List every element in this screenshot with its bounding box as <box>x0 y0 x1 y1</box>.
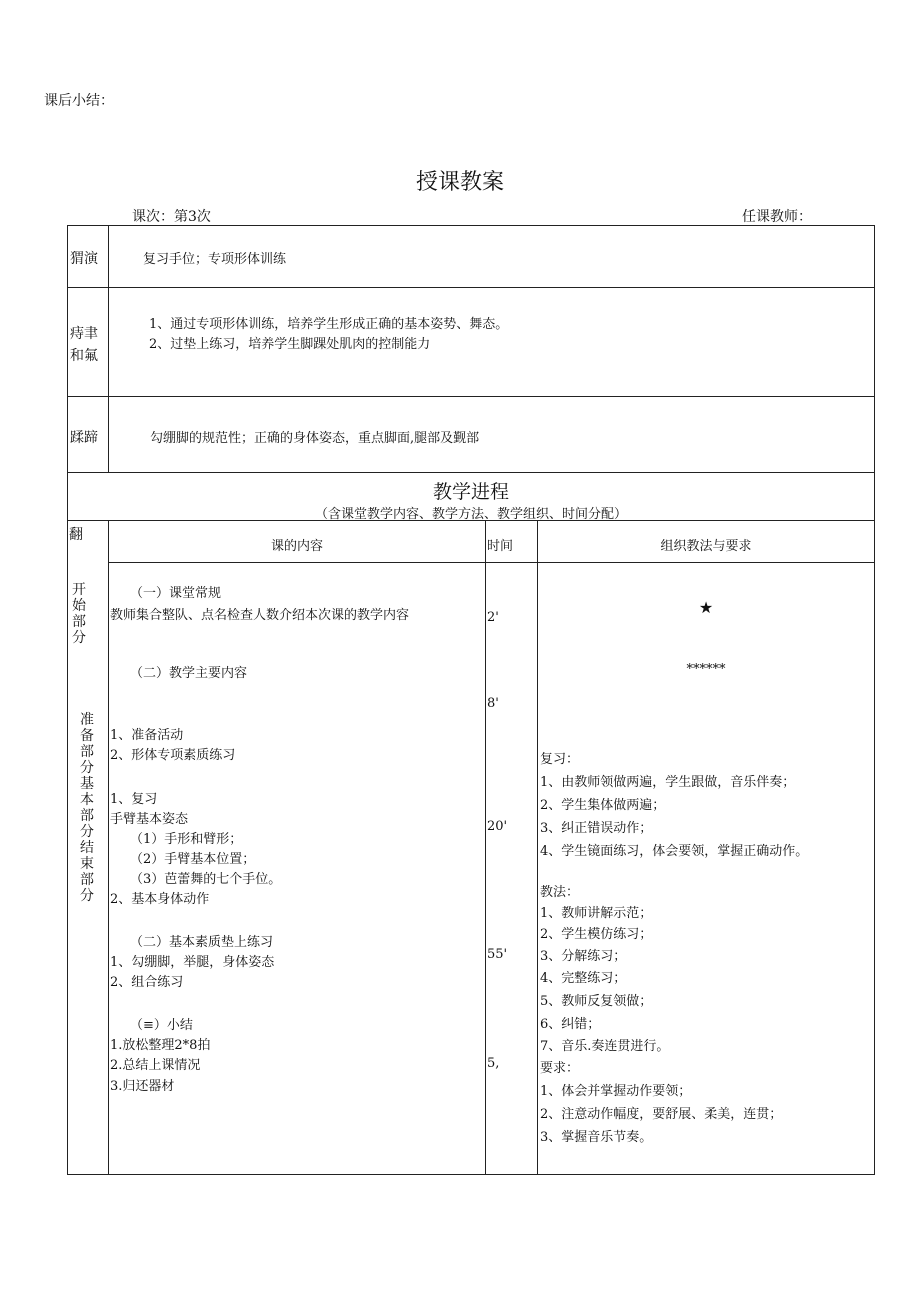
content-line: 1.放松整理2*8拍 <box>110 1038 211 1053</box>
goals-label-line-1: 痔聿 <box>70 326 98 342</box>
content-line: 3.归还器材 <box>110 1079 175 1094</box>
method-line: 5、教师反复领做； <box>540 994 653 1009</box>
column-header-content: 课的内容 <box>270 539 323 554</box>
goal-item-1: 1、通过专项形体训练，培养学生形成正确的基本姿势、舞态。 <box>149 317 509 332</box>
goals-label-line-2: 和氟 <box>70 348 98 364</box>
method-line: 1、教师讲解示范； <box>540 906 653 921</box>
document-title: 授课教案 <box>415 170 504 195</box>
content-line: 1、勾绷脚，举腿，身体姿态 <box>110 955 275 970</box>
method-line: 要求： <box>540 1061 580 1076</box>
formation-stars: ****** <box>686 662 726 677</box>
method-line: 7、音乐.奏连贯进行。 <box>540 1039 670 1054</box>
time-value: 5, <box>487 1056 500 1071</box>
teacher-label: 任课教师： <box>742 209 812 225</box>
column-header-time: 时间 <box>487 539 514 554</box>
time-value: 8' <box>487 696 499 711</box>
content-line: （二）基本素质垫上练习 <box>130 935 274 950</box>
lesson-number: 课次：第3次 <box>132 209 211 225</box>
content-line: 手臂基本姿态 <box>110 812 189 827</box>
content-line: （≡）小结 <box>130 1018 193 1033</box>
method-line: 2、学生模仿练习； <box>540 927 653 942</box>
column-header-method: 组织教法与要求 <box>660 539 752 554</box>
method-line: 4、学生镜面练习，体会要领，掌握正确动作。 <box>540 844 809 859</box>
method-line: 3、分解练习； <box>540 949 627 964</box>
time-value: 20' <box>487 819 508 834</box>
method-line: 教法： <box>540 885 580 900</box>
method-line: 3、纠正错误动作； <box>540 821 653 836</box>
content-line: 2.总结上课情况 <box>110 1058 201 1073</box>
content-line: （二）教学主要内容 <box>130 666 248 681</box>
method-line: 2、学生集体做两遍； <box>540 798 666 813</box>
teaching-process-subtitle: （含课堂教学内容、教学方法、教学组织、时间分配） <box>314 507 627 520</box>
content-line: 1、准备活动 <box>110 728 184 743</box>
content-line: （2）手臂基本位置； <box>130 852 256 867</box>
key-points-text: 勾绷脚的规范性；正确的身体姿态，重点脚面,腿部及觐部 <box>150 431 480 446</box>
goal-item-2: 2、过垫上练习，培养学生脚踝处肌肉的控制能力 <box>149 337 431 352</box>
method-line: 复习： <box>540 752 580 767</box>
time-value: 2' <box>487 610 499 625</box>
topic-label: 猬演 <box>70 251 98 267</box>
time-value: 55' <box>487 947 508 962</box>
content-line: （3）芭蕾舞的七个手位。 <box>130 872 282 887</box>
teaching-process-title: 教学进程 <box>432 481 509 503</box>
method-line: 3、掌握音乐节奏。 <box>540 1130 653 1145</box>
content-line: 2、基本身体动作 <box>110 892 210 907</box>
content-line: 教师集合整队、点名检查人数介绍本次课的教学内容 <box>110 608 410 623</box>
method-line: 6、纠错； <box>540 1017 601 1032</box>
content-line: （一）课堂常规 <box>130 586 222 601</box>
section-start-label: 开始部分 <box>72 582 86 646</box>
after-class-summary-label: 课后小结： <box>44 93 114 109</box>
method-line: 2、注意动作幅度，要舒展、柔美，连贯； <box>540 1107 783 1122</box>
content-line: 2、组合练习 <box>110 975 184 990</box>
method-line: 1、由教师领做两遍，学生跟做，音乐伴奏； <box>540 775 796 790</box>
content-line: （1）手形和臂形； <box>130 832 243 847</box>
content-line: 2、形体专项素质练习 <box>110 748 236 763</box>
method-line: 4、完整练习； <box>540 971 627 986</box>
topic-text: 复习手位；专项形体训练 <box>143 252 287 267</box>
star-icon: ★ <box>698 598 714 617</box>
key-points-label: 蹂蹄 <box>70 430 98 446</box>
content-line: 1、复习 <box>110 792 158 807</box>
section-main-label: 准备部分基本部分结束部分 <box>80 712 94 904</box>
column-header-section: 翻 <box>69 527 83 543</box>
method-line: 1、体会并掌握动作要领； <box>540 1084 692 1099</box>
